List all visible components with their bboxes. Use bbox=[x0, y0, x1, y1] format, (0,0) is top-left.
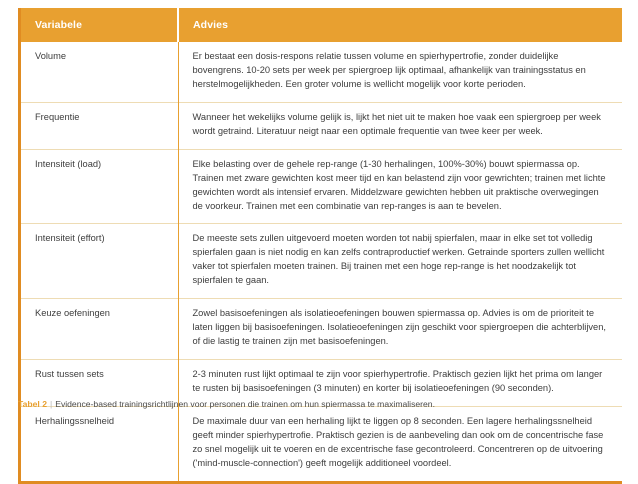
cell-advice: Wanneer het wekelijks volume gelijk is, lijkt het niet uit te maken hoe vaak een spiergroep per week wordt getraind. Literatuur neigt naar een optimale frequentie van twee keer per week. bbox=[178, 102, 622, 149]
caption-label: Tabel 2 bbox=[18, 399, 47, 409]
table-row bbox=[21, 224, 622, 299]
cell-variable: Rust tussen sets bbox=[21, 360, 178, 407]
table-row bbox=[21, 299, 622, 360]
cell-variable: Intensiteit (effort) bbox=[21, 224, 178, 299]
cell-advice: Zowel basisoefeningen als isolatieoefeningen bouwen spiermassa op. Advies is om de prioriteit te laten liggen bij basisoefeningen. Isolatieoefeningen zijn geschikt voor spiergroepen die achterblijven, of die lastig te trainen zijn met basisoefeningen. bbox=[178, 299, 622, 360]
cell-advice: Elke belasting over de gehele rep-range (1-30 herhalingen, 100%-30%) bouwt spiermassa op. Trainen met zware gewichten kost meer tijd en kan belastend zijn voor gewrichten; trainen met lichte gewichten wordt als intensief ervaren. Middelzware gewichten hebben uit praktische overwegingen de voorkeur. Trainen met een combinatie van rep-ranges is aan te bevelen. bbox=[178, 149, 622, 224]
table-row bbox=[21, 149, 622, 224]
caption-text: Evidence-based trainingsrichtlijnen voor personen die trainen om hun spiermassa te maximaliseren. bbox=[55, 399, 435, 409]
cell-advice: 2-3 minuten rust lijkt optimaal te zijn voor spierhypertrofie. Praktisch gezien lijkt het prima om langer te rusten bij basisoefeningen (3 minuten) en korter bij isolatieoefeningen (90 seconden). bbox=[178, 360, 622, 407]
cell-variable: Intensiteit (load) bbox=[21, 149, 178, 224]
cell-variable: Frequentie bbox=[21, 102, 178, 149]
caption-separator: | bbox=[49, 399, 53, 409]
table-header bbox=[21, 8, 622, 42]
cell-advice: De meeste sets zullen uitgevoerd moeten worden tot nabij spierfalen, maar in elke set tot volledig spierfalen gaan is niet nodig en kan zelfs contraproductief werken. Getrainde sporters zullen wellicht vaker tot spierfalen moeten trainen. Bij trainen met een hoge rep-range is het noodzakelijk tot spierfalen te gaan. bbox=[178, 224, 622, 299]
table-row bbox=[21, 42, 622, 102]
table-caption bbox=[18, 398, 622, 410]
column-header-variable: Variabele bbox=[21, 8, 178, 42]
table-body bbox=[21, 42, 622, 481]
table-row bbox=[21, 102, 622, 149]
table-row bbox=[21, 406, 622, 480]
column-header-advice: Advies bbox=[178, 8, 622, 42]
table-header-row bbox=[21, 8, 622, 42]
cell-variable: Volume bbox=[21, 42, 178, 102]
cell-advice: Er bestaat een dosis-respons relatie tussen volume en spierhypertrofie, zonder duidelijke bovengrens. 10-20 sets per week per spiergroep lijk optimaal, afhankelijk van trainingsstatus en herstelmogelijkheden. Een groter volume is wellicht mogelijk voor korte perioden. bbox=[178, 42, 622, 102]
cell-variable: Keuze oefeningen bbox=[21, 299, 178, 360]
cell-variable: Herhalingssnelheid bbox=[21, 406, 178, 480]
cell-advice: De maximale duur van een herhaling lijkt te liggen op 8 seconden. Een lagere herhalingssnelheid geeft minder spierhypertrofie. Praktisch gezien is de aanbeveling dan ook om de concentrische fase zo snel mogelijk uit te voeren en de excentrische fase gecontroleerd. Concentreren op de uitvoering ('mind-muscle-connection') geeft mogelijk additioneel voordeel. bbox=[178, 406, 622, 480]
training-guidelines-table bbox=[18, 8, 622, 484]
